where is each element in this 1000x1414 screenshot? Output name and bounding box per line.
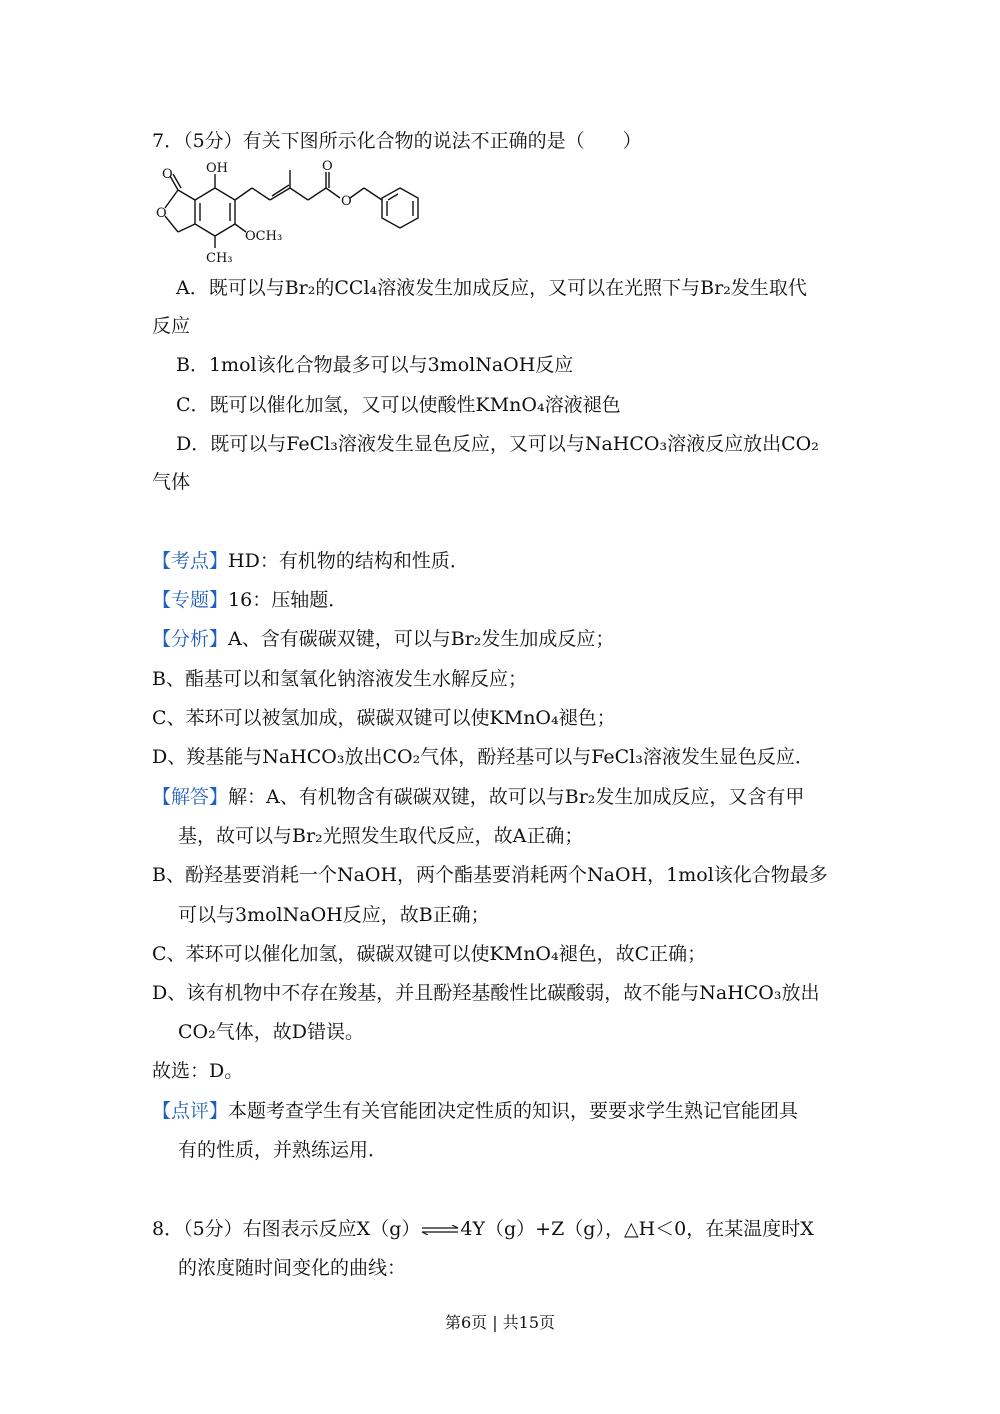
page-footer: 第6页 | 共15页: [444, 1313, 556, 1332]
zhuanti-text: 16：压轴题．: [228, 589, 348, 611]
q7-option-c: C．既可以催化加氢，又可以使酸性KMnO₄溶液褪色: [176, 394, 621, 416]
ester-carbonyl-o-label: O: [322, 160, 333, 174]
jieda-a1: 解：A、有机物含有碳碳双键，故可以与Br₂发生加成反应，又含有甲: [228, 786, 805, 808]
zhuanti-row: [152, 587, 347, 613]
jieda-row: [152, 784, 804, 810]
dianping-tag: 【点评】: [152, 1100, 229, 1122]
ester-o-label: O: [341, 194, 352, 209]
och3-label: OCH₃: [245, 229, 283, 244]
jieda-d2: CO₂气体，故D错误。: [178, 1021, 364, 1043]
jieda-tag: 【解答】: [152, 786, 229, 808]
oh-label: OH: [206, 161, 228, 176]
fenxi-tag: 【分析】: [152, 628, 229, 650]
dianping-1: 本题考查学生有关官能团决定性质的知识，要要求学生熟记官能团具: [228, 1100, 799, 1122]
q7-option-d-line2: 气体: [152, 471, 191, 493]
fenxi-a: A、含有碳碳双键，可以与Br₂发生加成反应；: [228, 628, 615, 650]
fenxi-c: C、苯环可以被氢加成，碳碳双键可以使KMnO₄褪色；: [152, 707, 616, 729]
jieda-b1: B、酚羟基要消耗一个NaOH，两个酯基要消耗两个NaOH，1mol该化合物最多: [152, 864, 828, 886]
chemical-structure-diagram: [150, 160, 450, 270]
q7-option-a-line1: A．既可以与Br₂的CCl₄溶液发生加成反应，又可以在光照下与Br₂发生取代: [176, 277, 807, 299]
q7-stem: 7．（5分）有关下图所示化合物的说法不正确的是（ ）: [152, 130, 642, 152]
ring-o-label: O: [156, 206, 167, 221]
kaodian-tag: 【考点】: [152, 550, 229, 572]
q8-stem-a: 8．（5分）右图表示反应X（g）: [152, 1218, 421, 1240]
jieda-d1: D、该有机物中不存在羧基，并且酚羟基酸性比碳酸弱，故不能与NaHCO₃放出: [152, 982, 820, 1004]
ch3-label: CH₃: [206, 251, 233, 266]
q7-option-d-line1: D．既可以与FeCl₃溶液发生显色反应，又可以与NaHCO₃溶液反应放出CO₂: [176, 433, 819, 455]
jieda-b2: 可以与3molNaOH反应，故B正确；: [178, 904, 490, 926]
jieda-a2: 基，故可以与Br₂光照发生取代反应，故A正确；: [178, 825, 584, 847]
kaodian-text: HD：有机物的结构和性质．: [228, 550, 469, 572]
dianping-row: [152, 1098, 798, 1124]
jieda-c: C、苯环可以催化加氢，碳碳双键可以使KMnO₄褪色，故C正确；: [152, 943, 707, 965]
answer-choice: 故选：D。: [152, 1060, 244, 1082]
q8-stem-line1: [152, 1216, 814, 1242]
q7-option-a-line2: 反应: [152, 315, 191, 337]
q8-stem-line2: 的浓度随时间变化的曲线：: [178, 1257, 407, 1279]
dianping-2: 有的性质，并熟练运用．: [178, 1139, 388, 1161]
kaodian-row: [152, 548, 469, 574]
q8-stem-b: 4Y（g）+Z（g），△H＜0，在某温度时X: [460, 1218, 814, 1240]
fenxi-d: D、羧基能与NaHCO₃放出CO₂气体，酚羟基可以与FeCl₃溶液发生显色反应．: [152, 746, 814, 768]
fenxi-row: [152, 626, 614, 652]
equilibrium-arrow-icon: [420, 1225, 460, 1235]
carbonyl-o-label: O: [162, 167, 173, 182]
zhuanti-tag: 【专题】: [152, 589, 229, 611]
fenxi-b: B、酯基可以和氢氧化钠溶液发生水解反应；: [152, 668, 527, 690]
q7-option-b: B．1mol该化合物最多可以与3molNaOH反应: [176, 354, 574, 376]
